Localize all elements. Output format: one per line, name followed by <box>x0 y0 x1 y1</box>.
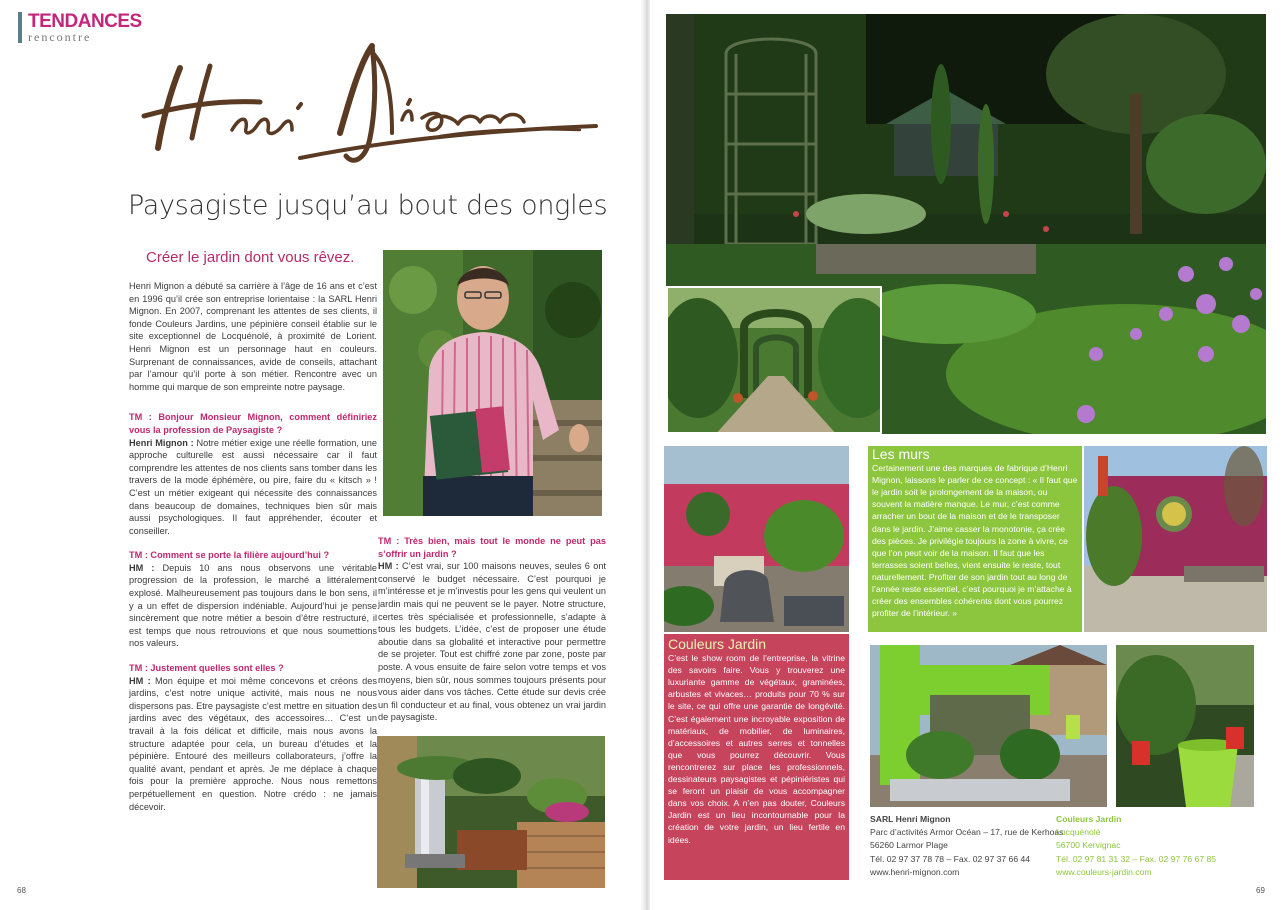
les-murs-box <box>868 446 1082 632</box>
interview-answer: Depuis 10 ans nous observons une véritable progression de la profession, le marché a littéralement explosé. Malheureusement pas toujours dans le bon sens, il y a un effet de dispersion indéniable. Aujourd’hui je pense sincèrement que notre métier a besoin d’être restructuré, il est temps que nous retrouvions et que nous soumettions nos valeurs. <box>129 562 377 649</box>
interview-block <box>129 662 377 813</box>
contact-address: Parc d’activités Armor Océan – 17, rue de Kerhoas <box>870 827 1064 838</box>
interview-answer: Mon équipe et moi même concevons et créons des jardins, c’est notre unique activité, mais nous ne nous dispersons pas. Etre paysagiste c’est mettre en situation des jardins avec des végétaux, des accessoires… C’est un travail à la fois délicat et difficile, mais nous avons la structure adaptée pour cela, un bureau d’études et la pépinière. Entouré des meilleurs collaborateurs, j’offre la qualité avant, pendant et après. Je me déplace à chaque fois pour la première approche. Nous nous remettons perpétuellement en question. Notre crédo : ne jamais décevoir. <box>129 675 377 812</box>
les-murs-title: Les murs <box>872 446 930 462</box>
contact-website: www.couleurs-jardin.com <box>1056 866 1152 877</box>
contact-name: Couleurs Jardin <box>1056 814 1122 824</box>
contact-city: 56260 Larmor Plage <box>870 840 948 851</box>
section-title: TENDANCES <box>28 11 142 32</box>
contact-henri-mignon <box>870 813 1063 879</box>
couleurs-jardin-box <box>664 634 849 880</box>
interview-answer: Notre métier exige une réelle formation, une approche culturelle est aussi nécessaire car il faut comprendre les attentes de nos clients sans tomber dans les travers de la mode éphémère, ou pire, faire du « kitsch » ! C’est un métier exigeant qui nécessite des connaissances dans beaucoup de domaines, techniques bien sûr mais aussi psychologiques. Il faut appréhender, écouter et conseiller. <box>129 437 377 536</box>
garden-fountain-photo <box>377 736 605 888</box>
contact-name: SARL Henri Mignon <box>870 814 951 824</box>
green-pot-photo <box>1116 645 1254 807</box>
interview-block <box>378 535 606 724</box>
contact-phone: Tél. 02 97 81 31 32 – Fax. 02 97 76 67 85 <box>1056 853 1217 864</box>
red-wall-photo <box>664 446 849 632</box>
section-tag <box>18 12 142 43</box>
section-subtitle: rencontre <box>28 30 92 44</box>
portrait-photo <box>383 250 602 516</box>
garden-archway-photo <box>666 286 882 434</box>
article-headline: Paysagiste jusqu’au bout des ongles <box>128 190 608 221</box>
page-number-left: 68 <box>17 886 26 895</box>
interview-question: TM : Comment se porte la filière aujourd’hui ? <box>129 550 330 561</box>
interview-answer: C’est vrai, sur 100 maisons neuves, seules 6 ont conservé le budget nécessaire. C’est pourquoi je m’intéresse et je m’investis pour les gens qui veulent un jardin mais qui ne peuvent se le payer. Notre structure, certes très spécialisée et professionnelle, s’adapte à tous les budgets. L’idée, c’est de proposer une étude aboutie dans sa globalité et interactive pour permettre de se projeter. Tout est chiffré zone par zone, poste par poste. A vous ensuite de faire selon votre temps et vos moyens, bien sûr, nous sommes toujours présents pour vous aider dans vos tâches. Cette étude sur devis crée un fil conducteur et au final, vous obtenez un vrai jardin de paysagiste. <box>378 561 606 723</box>
couleurs-jardin-text: C’est le show room de l’entreprise, la vitrine des savoirs faire. Vous y trouverez une luxuriante gamme de végétaux, graminées, arbustes et vivaces… produits pour 70 % sur le site, ce qui offre une garantie de longévité. C’est également une incroyable exposition de matériaux, de mobilier, de luminaires, d’accessoires et autres serres et tonnelles que vous pourrez découvrir. Vous rencontrerez sur place les professionnels, dessinateurs paysagistes et pépiniéristes qui se feront un plaisir de vous accompagner dans vos choix. A n’en pas douter, Couleurs Jardin est un lieu incontournable pour la création de votre jardin, un lieu fertile en idées. <box>668 653 845 845</box>
interview-question: TM : Très bien, mais tout le monde ne peut pas s’offrir un jardin ? <box>378 536 606 559</box>
left-page <box>0 0 642 910</box>
green-wall-photo <box>870 645 1107 807</box>
article-column-right <box>378 535 606 734</box>
les-murs-text: Certainement une des marques de fabrique d’Henri Mignon, laissons le parler de ce concept : « Il faut que le jardin soit le prolongement de la maison, ou souvent la matière manque. Le mur, c’est comme arracher un bout de la maison et de le transposer dans le jardin. J’aime casser la monotonie, ça crée des pièces. Je privilégie toujours la zone à vivre, ce que l’on peut voir de la maison. Il faut que les terrasses soient belles, vient ensuite le reste, tout naturellement. Profiter de son jardin tout au long de l’année reste essentiel, c’est pourquoi je m’attache à créer des ensembles cohérents dont vous pourrez profiter de l’intérieur. » <box>872 463 1078 619</box>
magenta-wall-photo <box>1084 446 1267 632</box>
interview-block <box>129 411 377 537</box>
interview-speaker: HM : <box>378 561 399 572</box>
intro-paragraph: Henri Mignon a débuté sa carrière à l’âge de 16 ans et c’est en 1996 qu’il crée son entreprise lorientaise : la SARL Henri Mignon. En 2007, comprenant les attentes de ses clients, il fonde Couleurs Jardins, une pépinière conseil établie sur le site exceptionnel de Locquénolé, à proximité de Lorient. Henri Mignon est un personnage haut en couleurs. Surprenant de connaissances, avide de conseils, attachant par l’amour qu’il porte à son métier. Rencontre avec un homme qui marque de son empreinte notre paysage. <box>129 281 377 392</box>
interview-question: TM : Bonjour Monsieur Mignon, comment définiriez vous la profession de Paysagiste ? <box>129 412 377 435</box>
article-column-left <box>129 280 377 823</box>
contact-website: www.henri-mignon.com <box>870 866 960 877</box>
contact-city: 56700 Kervignac <box>1056 840 1121 851</box>
contact-phone: Tél. 02 97 37 78 78 – Fax. 02 97 37 66 44 <box>870 853 1031 864</box>
contact-address: Locquénolé <box>1056 827 1101 838</box>
interview-speaker: Henri Mignon : <box>129 437 194 448</box>
interview-question: TM : Justement quelles sont elles ? <box>129 663 284 674</box>
contact-couleurs-jardin <box>1056 813 1216 879</box>
couleurs-jardin-title: Couleurs Jardin <box>668 636 767 652</box>
interview-speaker: HM : <box>129 675 151 686</box>
page-number-right: 69 <box>1256 886 1265 895</box>
article-kicker: Créer le jardin dont vous rêvez. <box>146 249 355 266</box>
handwritten-signature <box>140 38 600 168</box>
interview-speaker: HM : <box>129 562 155 573</box>
interview-block <box>129 549 377 650</box>
